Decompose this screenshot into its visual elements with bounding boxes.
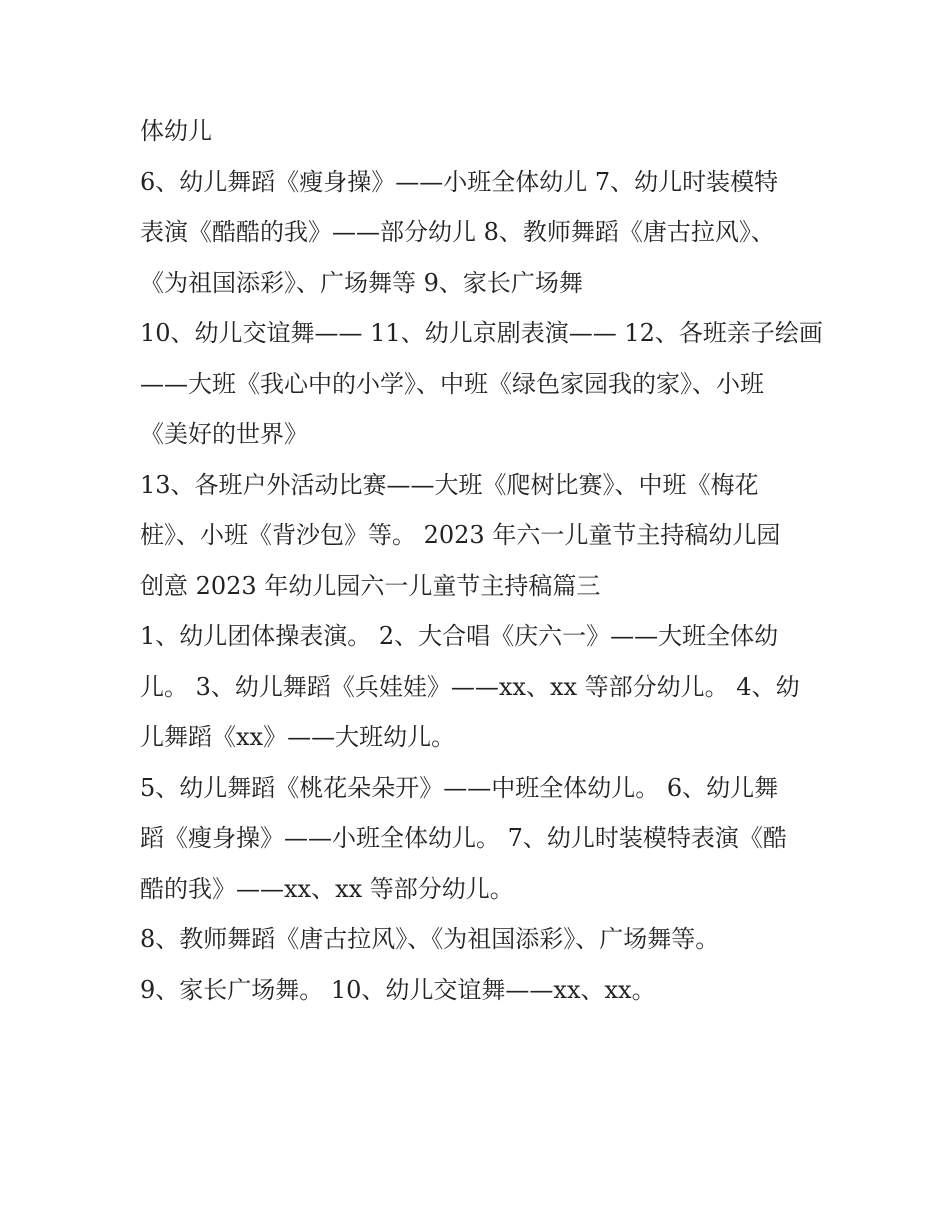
text-line: 《为祖国添彩》、广场舞等 9、家长广场舞 <box>140 268 583 297</box>
text-line: 13、各班户外活动比赛——大班《爬树比赛》、中班《梅花 <box>140 470 759 499</box>
text-line: 10、幼儿交谊舞—— 11、幼儿京剧表演—— 12、各班亲子绘画 <box>140 319 823 347</box>
text-line: 蹈《瘦身操》——小班全体幼儿。 7、幼儿时装模特表演《酷 <box>140 824 787 852</box>
text-line: 儿舞蹈《xx》——大班幼儿。 <box>140 723 456 751</box>
text-line: 儿。 3、幼儿舞蹈《兵娃娃》——xx、xx 等部分幼儿。 4、幼 <box>140 672 800 701</box>
text-line: 6、幼儿舞蹈《瘦身操》——小班全体幼儿 7、幼儿时装模特 <box>140 167 779 196</box>
text-line: 5、幼儿舞蹈《桃花朵朵开》——中班全体幼儿。 6、幼儿舞 <box>140 773 779 802</box>
text-line: 酷的我》——xx、xx 等部分幼儿。 <box>140 874 514 903</box>
text-line: 8、教师舞蹈《唐古拉风》、《为祖国添彩》、广场舞等。 <box>140 925 720 953</box>
text-line: ——大班《我心中的小学》、中班《绿色家园我的家》、小班 <box>140 369 764 398</box>
text-line: 创意 2023 年幼儿园六一儿童节主持稿篇三 <box>140 571 601 600</box>
document-body <box>140 106 823 1015</box>
text-line: 1、幼儿团体操表演。 2、大合唱《庆六一》——大班全体幼 <box>140 622 779 650</box>
text-line: 体幼儿 <box>140 117 212 145</box>
text-line: 《美好的世界》 <box>140 420 308 448</box>
text-line: 桩》、小班《背沙包》等。 2023 年六一儿童节主持稿幼儿园 <box>140 521 781 549</box>
text-line: 表演《酷酷的我》——部分幼儿 8、教师舞蹈《唐古拉风》、 <box>140 218 775 246</box>
text-line: 9、家长广场舞。 10、幼儿交谊舞——xx、xx。 <box>140 975 656 1004</box>
